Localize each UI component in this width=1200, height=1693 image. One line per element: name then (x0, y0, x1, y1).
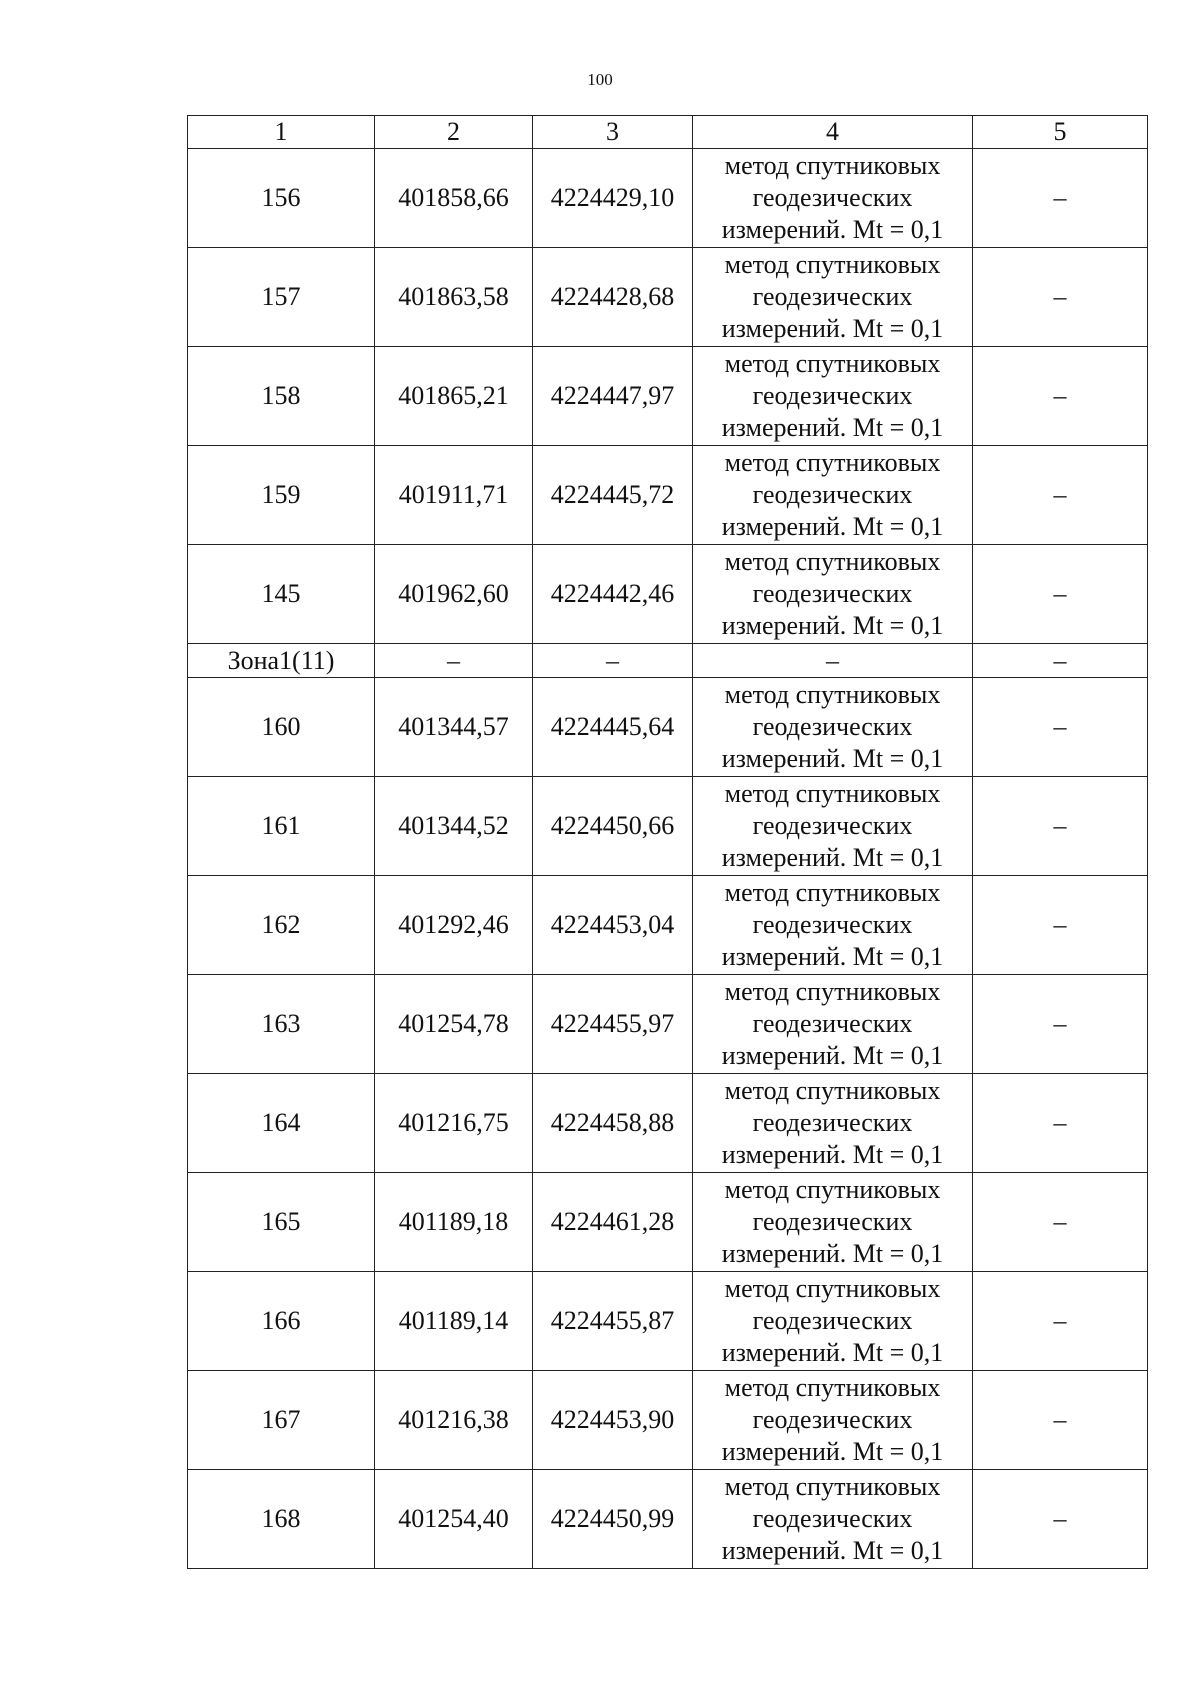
method-cell (693, 1272, 973, 1371)
point-number-cell: 158 (188, 347, 375, 446)
y-coordinate-cell: 4224442,46 (533, 545, 693, 644)
table-row (188, 876, 1148, 975)
method-line: метод спутниковых (724, 977, 941, 1006)
method-line: метод спутниковых (724, 448, 941, 477)
table-row (188, 777, 1148, 876)
method-line: геодезических (752, 1405, 913, 1434)
note-cell: – (973, 446, 1148, 545)
point-number-cell: 164 (188, 1074, 375, 1173)
header-cell-4: 4 (693, 116, 973, 149)
method-line: геодезических (752, 910, 913, 939)
method-line: геодезических (752, 183, 913, 212)
note-cell: – (973, 347, 1148, 446)
method-line: геодезических (752, 381, 913, 410)
x-coordinate-cell: 401189,18 (375, 1173, 533, 1272)
header-cell-3: 3 (533, 116, 693, 149)
table-row (188, 1074, 1148, 1173)
table-row (188, 248, 1148, 347)
method-cell (693, 678, 973, 777)
method-line: метод спутниковых (724, 878, 941, 907)
note-cell: – (973, 777, 1148, 876)
note-cell: – (973, 248, 1148, 347)
method-line: метод спутниковых (724, 779, 941, 808)
y-coordinate-cell: 4224450,99 (533, 1470, 693, 1569)
method-line: измерений. Mt = 0,1 (721, 314, 944, 343)
y-coordinate-cell: 4224447,97 (533, 347, 693, 446)
method-line: метод спутниковых (724, 1373, 941, 1402)
method-line: геодезических (752, 1009, 913, 1038)
method-line: геодезических (752, 1207, 913, 1236)
y-coordinate-cell: 4224445,64 (533, 678, 693, 777)
method-line: измерений. Mt = 0,1 (721, 413, 944, 442)
table-row (188, 1173, 1148, 1272)
method-line: метод спутниковых (724, 250, 941, 279)
method-cell (693, 975, 973, 1074)
zone-dash-cell: – (693, 644, 973, 678)
method-line: геодезических (752, 282, 913, 311)
x-coordinate-cell: 401216,38 (375, 1371, 533, 1470)
x-coordinate-cell: 401189,14 (375, 1272, 533, 1371)
y-coordinate-cell: 4224429,10 (533, 149, 693, 248)
method-line: измерений. Mt = 0,1 (721, 1536, 944, 1565)
method-line: геодезических (752, 1108, 913, 1137)
note-cell: – (973, 149, 1148, 248)
method-line: измерений. Mt = 0,1 (721, 512, 944, 541)
note-cell: – (973, 678, 1148, 777)
header-cell-2: 2 (375, 116, 533, 149)
y-coordinate-cell: 4224461,28 (533, 1173, 693, 1272)
note-cell: – (973, 1272, 1148, 1371)
x-coordinate-cell: 401254,40 (375, 1470, 533, 1569)
note-cell: – (973, 975, 1148, 1074)
point-number-cell: 160 (188, 678, 375, 777)
y-coordinate-cell: 4224453,90 (533, 1371, 693, 1470)
header-cell-5: 5 (973, 116, 1148, 149)
method-line: измерений. Mt = 0,1 (721, 843, 944, 872)
method-line: геодезических (752, 811, 913, 840)
method-line: измерений. Mt = 0,1 (721, 942, 944, 971)
point-number-cell: 159 (188, 446, 375, 545)
method-line: метод спутниковых (724, 680, 941, 709)
y-coordinate-cell: 4224428,68 (533, 248, 693, 347)
x-coordinate-cell: 401911,71 (375, 446, 533, 545)
method-cell (693, 1074, 973, 1173)
method-line: измерений. Mt = 0,1 (721, 611, 944, 640)
note-cell: – (973, 876, 1148, 975)
method-line: измерений. Mt = 0,1 (721, 1041, 944, 1070)
x-coordinate-cell: 401962,60 (375, 545, 533, 644)
point-number-cell: 161 (188, 777, 375, 876)
coordinates-table (187, 115, 1148, 1569)
zone-dash-cell: – (973, 644, 1148, 678)
page-number: 100 (587, 70, 613, 89)
method-cell (693, 446, 973, 545)
method-cell (693, 777, 973, 876)
y-coordinate-cell: 4224455,97 (533, 975, 693, 1074)
method-cell (693, 1470, 973, 1569)
y-coordinate-cell: 4224455,87 (533, 1272, 693, 1371)
method-cell (693, 1173, 973, 1272)
note-cell: – (973, 1470, 1148, 1569)
method-cell (693, 545, 973, 644)
method-line: измерений. Mt = 0,1 (721, 1140, 944, 1169)
method-line: метод спутниковых (724, 1076, 941, 1105)
method-cell (693, 1371, 973, 1470)
method-line: метод спутниковых (724, 547, 941, 576)
header-cell-1: 1 (188, 116, 375, 149)
method-cell (693, 876, 973, 975)
x-coordinate-cell: 401344,57 (375, 678, 533, 777)
x-coordinate-cell: 401292,46 (375, 876, 533, 975)
point-number-cell: 145 (188, 545, 375, 644)
x-coordinate-cell: 401216,75 (375, 1074, 533, 1173)
zone-row (188, 644, 1148, 678)
note-cell: – (973, 1074, 1148, 1173)
x-coordinate-cell: 401863,58 (375, 248, 533, 347)
method-line: геодезических (752, 1306, 913, 1335)
method-cell (693, 149, 973, 248)
method-line: геодезических (752, 480, 913, 509)
point-number-cell: 163 (188, 975, 375, 1074)
table-body (188, 116, 1148, 1569)
table-row (188, 1371, 1148, 1470)
zone-label-cell: Зона1(11) (188, 644, 375, 678)
point-number-cell: 162 (188, 876, 375, 975)
note-cell: – (973, 1371, 1148, 1470)
point-number-cell: 166 (188, 1272, 375, 1371)
x-coordinate-cell: 401865,21 (375, 347, 533, 446)
method-line: измерений. Mt = 0,1 (721, 1338, 944, 1367)
table-row (188, 446, 1148, 545)
method-line: измерений. Mt = 0,1 (721, 1239, 944, 1268)
x-coordinate-cell: 401344,52 (375, 777, 533, 876)
method-line: метод спутниковых (724, 1175, 941, 1204)
header-row (188, 116, 1148, 149)
method-line: метод спутниковых (724, 1274, 941, 1303)
zone-dash-cell: – (375, 644, 533, 678)
y-coordinate-cell: 4224450,66 (533, 777, 693, 876)
method-line: метод спутниковых (724, 151, 941, 180)
point-number-cell: 168 (188, 1470, 375, 1569)
y-coordinate-cell: 4224458,88 (533, 1074, 693, 1173)
method-line: измерений. Mt = 0,1 (721, 1437, 944, 1466)
method-line: измерений. Mt = 0,1 (721, 744, 944, 773)
y-coordinate-cell: 4224445,72 (533, 446, 693, 545)
x-coordinate-cell: 401254,78 (375, 975, 533, 1074)
method-line: метод спутниковых (724, 349, 941, 378)
point-number-cell: 156 (188, 149, 375, 248)
note-cell: – (973, 545, 1148, 644)
point-number-cell: 165 (188, 1173, 375, 1272)
point-number-cell: 167 (188, 1371, 375, 1470)
table-row (188, 347, 1148, 446)
zone-dash-cell: – (533, 644, 693, 678)
method-cell (693, 248, 973, 347)
table-row (188, 149, 1148, 248)
table-row (188, 1272, 1148, 1371)
table-row (188, 975, 1148, 1074)
table-row (188, 1470, 1148, 1569)
method-line: геодезических (752, 1504, 913, 1533)
note-cell: – (973, 1173, 1148, 1272)
table-row (188, 678, 1148, 777)
method-cell (693, 347, 973, 446)
method-line: измерений. Mt = 0,1 (721, 215, 944, 244)
table-row (188, 545, 1148, 644)
method-line: геодезических (752, 712, 913, 741)
y-coordinate-cell: 4224453,04 (533, 876, 693, 975)
method-line: геодезических (752, 579, 913, 608)
point-number-cell: 157 (188, 248, 375, 347)
x-coordinate-cell: 401858,66 (375, 149, 533, 248)
method-line: метод спутниковых (724, 1472, 941, 1501)
